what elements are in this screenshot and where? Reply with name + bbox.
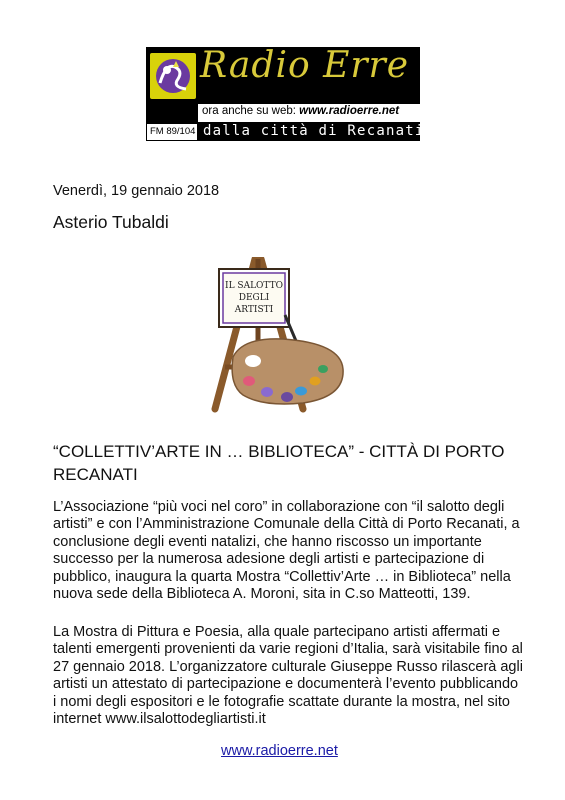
- frequency-label: FM 89/104: [150, 126, 196, 137]
- palette-icon: [232, 339, 343, 404]
- radio-erre-banner: [146, 45, 425, 141]
- easel-sign-line-2: DEGLI: [238, 293, 270, 303]
- radio-logo-icon: [150, 53, 196, 99]
- frequency-box: [146, 123, 198, 141]
- article-paragraph-1: L’Associazione “più voci nel coro” in collaborazione con “il salotto degli artisti” e con l’Amministrazione Comunale della Città di Porto Recanati, a conclusione degli eventi natalizi, che hanno riscosso un importante successo per la numerosa adesione degli artisti e partecipazione di pubblico, inaugura la quarta Mostra “Collettiv’Arte … in Biblioteca” nella nuova sede della Biblioteca A. Moroni, sita in C.so Matteotti, 139.: [53, 499, 520, 603]
- web-url[interactable]: www.radioerre.net: [299, 105, 400, 117]
- footer-website-link[interactable]: www.radioerre.net: [221, 743, 338, 759]
- article-author: Asterio Tubaldi: [53, 212, 169, 232]
- article-paragraph-2: La Mostra di Pittura e Poesia, alla quale partecipano artisti affermati e talenti emergenti provenienti da varie regioni d’Italia, sarà visitabile fino al 27 gennaio 2018. L’organizzatore culturale Giuseppe Russo rilascerà agli artisti un attestato di partecipazione e documenterà l’evento pubblicando i nomi degli espositori e le fotografie scattate durante la mostra, nel sito internet www.ilsalottodegliartisti.it: [53, 624, 523, 728]
- article-date: Venerdì, 19 gennaio 2018: [53, 183, 220, 199]
- web-strip: [198, 104, 420, 122]
- brand-name: Radio Erre: [200, 45, 410, 86]
- city-tagline: dalla città di Recanati: [203, 123, 425, 139]
- web-line: [202, 105, 399, 117]
- web-prefix: ora anche su web:: [202, 105, 300, 117]
- article-title: “COLLETTIV’ARTE IN … BIBLIOTECA” - CITTÀ DI PORTO RECANATI: [53, 442, 505, 484]
- easel-sign-line-3: ARTISTI: [234, 305, 274, 315]
- easel-sign-line-1: IL SALOTTO: [225, 281, 283, 291]
- easel-palette-illustration: [203, 257, 363, 417]
